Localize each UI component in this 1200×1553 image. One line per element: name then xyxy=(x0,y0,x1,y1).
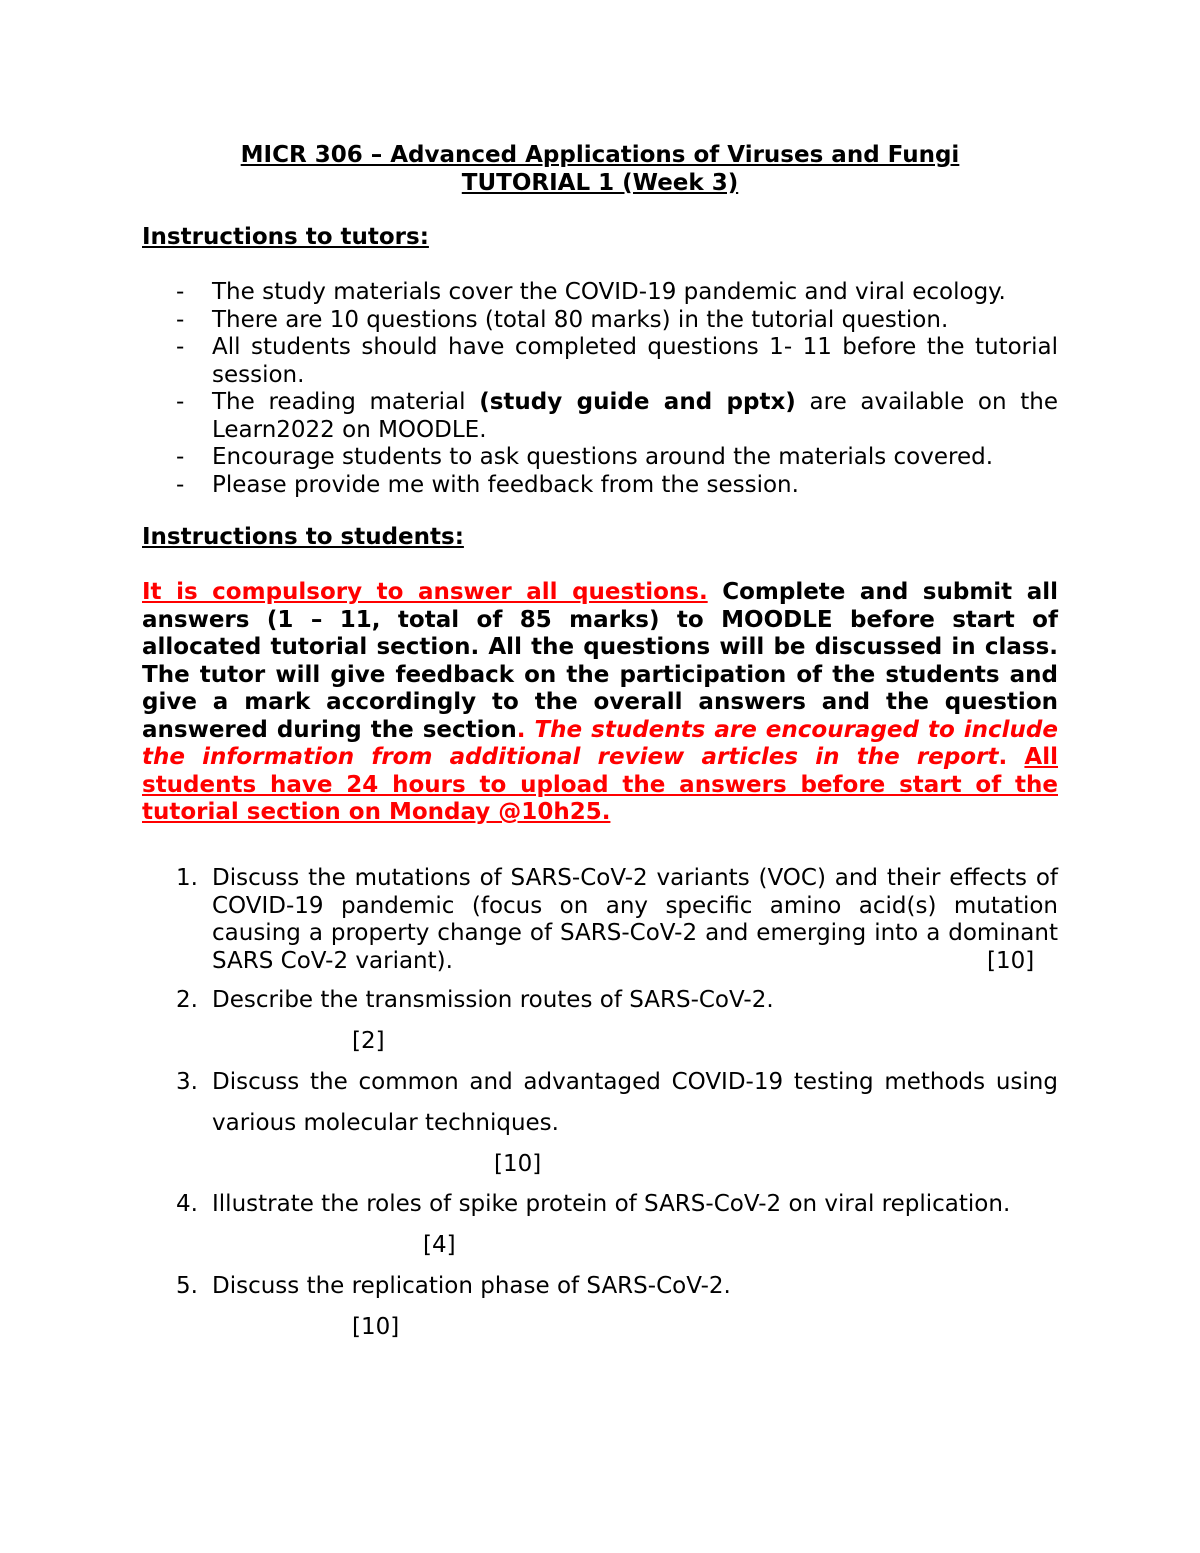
question-item xyxy=(142,1069,1058,1177)
question-number: 4. xyxy=(176,1191,198,1217)
question-text: Describe the transmission routes of SARS-CoV-2. xyxy=(212,987,774,1013)
question-item xyxy=(142,865,1058,975)
course-title: MICR 306 – Advanced Applications of Viruses and Fungi xyxy=(240,142,960,168)
deadline-notice: All students have 24 hours to upload the answers before start of the tutorial section on Monday @10h25. xyxy=(142,744,1058,825)
list-item: - There are 10 questions (total 80 marks) in the tutorial question. xyxy=(176,306,949,333)
bullet-dash: - xyxy=(176,471,185,498)
bullet-dash: - xyxy=(176,444,185,470)
bullet-dash: - xyxy=(176,279,185,305)
tutors-heading: Instructions to tutors: xyxy=(142,224,429,250)
document-title xyxy=(0,142,1200,197)
question-item xyxy=(142,1273,1058,1340)
question-text: Discuss the common and advantaged COVID-19 testing methods using various molecular techniques. xyxy=(212,1069,1058,1136)
compulsory-notice: It is compulsory to answer all questions. xyxy=(142,579,708,605)
question-mark: [4] xyxy=(423,1232,456,1258)
question-mark: [10] xyxy=(494,1151,542,1177)
list-item: - Encourage students to ask questions around the materials covered. xyxy=(176,444,994,470)
question-number: 2. xyxy=(176,987,198,1013)
student-instructions: It is compulsory to answer all questions. Complete and submit all answers (1 – 11, total of 85 marks) to MOODLE before start of allocated tutorial section. All the questions will be discussed in class. The tutor will give feedback on the participation of the students and give a mark accordingly to the overall answers and the question answered during the section. The students are encouraged to include the information from additional review articles in the report. All students have 24 hours to upload the answers before start of the tutorial section on Monday @10h25. xyxy=(142,579,1058,825)
tutor-instructions-list xyxy=(142,279,1058,499)
students-heading: Instructions to students: xyxy=(142,524,464,550)
question-mark: [10] xyxy=(352,1314,400,1340)
question-text: Discuss the replication phase of SARS-CoV-2. xyxy=(212,1273,731,1299)
submission-instructions: Complete and submit all answers (1 – 11, total of 85 marks) to MOODLE before start of allocated tutorial section. All the questions will be discussed in class. The tutor will give feedback on the participation of the students and give a mark accordingly to the overall answers and the question answered during the section xyxy=(142,579,1058,743)
encouragement-note: The students are encouraged to include the information from additional review articles in the report xyxy=(142,716,1058,770)
tutorial-title: TUTORIAL 1 (Week 3) xyxy=(461,169,739,196)
bullet-dash: - xyxy=(176,306,185,333)
list-item: - All students should have completed questions 1- 11 before the tutorial session. xyxy=(176,334,1058,388)
question-text: Discuss the mutations of SARS-CoV-2 variants (VOC) and their effects of COVID-19 pandemic (focus on any specific amino acid(s) mutation causing a property change of SARS-CoV-2 and emerging into a dominant SARS CoV-2 variant). xyxy=(212,865,1058,974)
question-item xyxy=(142,987,1058,1054)
question-item xyxy=(142,1191,1058,1258)
study-guide-emphasis: (study guide and pptx) xyxy=(479,389,796,415)
bullet-dash: - xyxy=(176,389,185,415)
question-mark: [10] xyxy=(987,948,1035,974)
list-item: - Please provide me with feedback from the session. xyxy=(176,471,799,498)
bullet-dash: - xyxy=(176,334,185,360)
question-number: 5. xyxy=(176,1273,198,1299)
question-number: 3. xyxy=(176,1069,198,1095)
question-mark: [2] xyxy=(352,1028,385,1054)
list-item: - The study materials cover the COVID-19 pandemic and viral ecology. xyxy=(176,279,1006,305)
list-item: - The reading material (study guide and pptx) are available on the Learn2022 on MOODLE. xyxy=(176,389,1058,443)
question-number: 1. xyxy=(176,865,198,891)
question-text: Illustrate the roles of spike protein of SARS-CoV-2 on viral replication. xyxy=(212,1191,1011,1217)
